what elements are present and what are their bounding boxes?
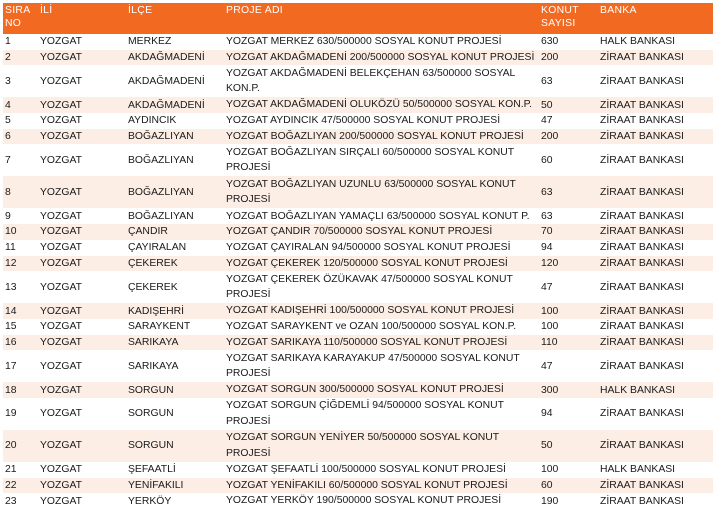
cell-ilce: ŞEFAATLİ <box>128 464 176 476</box>
cell-banka: ZİRAAT BANKASI <box>600 131 684 143</box>
cell-sira-no: 15 <box>5 321 17 333</box>
cell-proje-adi: YOZGAT BOĞAZLIYAN YAMAÇLI 63/500000 SOSYAL KONUT P. <box>226 210 530 222</box>
cell-konut-sayisi: 94 <box>541 242 553 254</box>
table-row <box>3 398 713 430</box>
cell-ilce: KADIŞEHRİ <box>128 305 185 317</box>
table-row <box>3 208 713 224</box>
cell-ilce: AYDINCIK <box>128 115 177 127</box>
cell-ili: YOZGAT <box>40 36 82 48</box>
table-row <box>3 335 713 351</box>
cell-ili: YOZGAT <box>40 360 82 372</box>
cell-proje-adi: YOZGAT BOĞAZLIYAN UZUNLU 63/500000 SOSYAL KONUT PROJESİ <box>226 178 516 206</box>
cell-konut-sayisi: 63 <box>541 210 553 222</box>
cell-konut-sayisi: 60 <box>541 154 553 166</box>
header-ili: İLİ <box>40 5 53 16</box>
cell-ili: YOZGAT <box>40 464 82 476</box>
table-row <box>3 462 713 478</box>
cell-ili: YOZGAT <box>40 75 82 87</box>
housing-projects-table-container <box>3 3 713 509</box>
cell-ilce: BOĞAZLIYAN <box>128 186 194 198</box>
cell-sira-no: 2 <box>5 52 11 64</box>
cell-banka: ZİRAAT BANKASI <box>600 495 684 507</box>
table-row <box>3 97 713 113</box>
header-proje-adi: PROJE ADI <box>226 5 283 16</box>
cell-ili: YOZGAT <box>40 336 82 348</box>
cell-ilce: YERKÖY <box>128 495 172 507</box>
cell-konut-sayisi: 190 <box>541 495 559 507</box>
header-banka: BANKA <box>600 5 637 16</box>
cell-konut-sayisi: 200 <box>541 131 559 143</box>
cell-banka: ZİRAAT BANKASI <box>600 226 684 238</box>
cell-ili: YOZGAT <box>40 131 82 143</box>
cell-ilce: AKDAĞMADENİ <box>128 75 205 87</box>
cell-sira-no: 3 <box>5 75 11 87</box>
cell-banka: HALK BANKASI <box>600 36 676 48</box>
cell-ilce: SORGUN <box>128 440 174 452</box>
cell-sira-no: 16 <box>5 336 17 348</box>
cell-konut-sayisi: 60 <box>541 479 553 491</box>
cell-sira-no: 22 <box>5 479 17 491</box>
cell-sira-no: 4 <box>5 99 11 111</box>
cell-sira-no: 9 <box>5 210 11 222</box>
cell-proje-adi: YOZGAT SORGUN ÇİĞDEMLİ 94/500000 SOSYAL KONUT PROJESİ <box>226 400 504 427</box>
cell-banka: ZİRAAT BANKASI <box>600 154 684 166</box>
cell-banka: HALK BANKASI <box>600 384 676 396</box>
table-row <box>3 113 713 129</box>
cell-proje-adi: YOZGAT ÇAYIRALAN 94/500000 SOSYAL KONUT PROJESİ <box>226 241 511 253</box>
cell-banka: ZİRAAT BANKASI <box>600 75 684 87</box>
cell-proje-adi: YOZGAT YENİFAKILI 60/500000 SOSYAL KONUT PROJESİ <box>226 479 508 491</box>
cell-proje-adi: YOZGAT BOĞAZLIYAN 200/500000 SOSYAL KONUT PROJESİ <box>226 130 524 142</box>
cell-proje-adi: YOZGAT ŞEFAATLİ 100/500000 SOSYAL KONUT PROJESİ <box>226 464 506 476</box>
cell-banka: ZİRAAT BANKASI <box>600 242 684 254</box>
cell-konut-sayisi: 200 <box>541 52 559 64</box>
cell-ili: YOZGAT <box>40 186 82 198</box>
cell-ilce: BOĞAZLIYAN <box>128 210 194 222</box>
table-header-row <box>3 3 713 34</box>
table-row <box>3 65 713 97</box>
cell-konut-sayisi: 100 <box>541 305 559 317</box>
cell-banka: ZİRAAT BANKASI <box>600 479 684 491</box>
cell-proje-adi: YOZGAT AKDAĞMADENİ 200/500000 SOSYAL KONUT PROJESİ <box>226 51 535 63</box>
table-row <box>3 224 713 240</box>
cell-sira-no: 11 <box>5 242 16 254</box>
cell-ili: YOZGAT <box>40 257 82 269</box>
table-row <box>3 478 713 494</box>
header-sira-no: SIRA NO <box>5 5 30 29</box>
table-row <box>3 50 713 66</box>
cell-ili: YOZGAT <box>40 52 82 64</box>
cell-banka: ZİRAAT BANKASI <box>600 321 684 333</box>
cell-ilce: SARIKAYA <box>128 360 179 372</box>
cell-konut-sayisi: 94 <box>541 408 553 420</box>
cell-ilce: YENİFAKILI <box>128 479 184 491</box>
cell-proje-adi: YOZGAT ÇEKEREK ÖZÜKAVAK 47/500000 SOSYAL KONUT PROJESİ <box>226 273 513 301</box>
cell-proje-adi: YOZGAT ÇANDIR 70/500000 SOSYAL KONUT PROJESİ <box>226 226 493 238</box>
table-row <box>3 129 713 145</box>
cell-ili: YOZGAT <box>40 242 82 254</box>
table-row <box>3 303 713 319</box>
cell-banka: ZİRAAT BANKASI <box>600 52 684 64</box>
cell-ili: YOZGAT <box>40 281 82 293</box>
cell-konut-sayisi: 47 <box>541 360 553 372</box>
cell-proje-adi: YOZGAT AKDAĞMADENİ OLUKÖZÜ 50/500000 SOSYAL KON.P. <box>226 99 533 111</box>
cell-proje-adi: YOZGAT KADIŞEHRİ 100/500000 SOSYAL KONUT PROJESİ <box>226 305 515 317</box>
table-row <box>3 319 713 335</box>
cell-ilce: BOĞAZLIYAN <box>128 131 194 143</box>
cell-ilce: SARIKAYA <box>128 336 179 348</box>
cell-ilce: ÇEKEREK <box>128 257 178 269</box>
table-row <box>3 34 713 50</box>
cell-proje-adi: YOZGAT AYDINCIK 47/500000 SOSYAL KONUT PROJESİ <box>226 115 501 127</box>
cell-ili: YOZGAT <box>40 99 82 111</box>
cell-banka: ZİRAAT BANKASI <box>600 186 684 198</box>
cell-banka: ZİRAAT BANKASI <box>600 408 684 420</box>
cell-banka: ZİRAAT BANKASI <box>600 336 684 348</box>
cell-banka: HALK BANKASI <box>600 464 676 476</box>
cell-proje-adi: YOZGAT YERKÖY 190/500000 SOSYAL KONUT PROJESİ <box>226 495 502 507</box>
cell-proje-adi: YOZGAT SARAYKENT ve OZAN 100/500000 SOSYAL KON.P. <box>226 320 517 332</box>
table-row <box>3 256 713 272</box>
cell-sira-no: 19 <box>5 408 17 420</box>
cell-ili: YOZGAT <box>40 321 82 333</box>
table-body <box>3 34 713 509</box>
cell-ili: YOZGAT <box>40 408 82 420</box>
cell-konut-sayisi: 110 <box>541 336 558 348</box>
table-row <box>3 240 713 256</box>
cell-sira-no: 18 <box>5 384 17 396</box>
cell-ili: YOZGAT <box>40 115 82 127</box>
table-row <box>3 493 713 509</box>
cell-ili: YOZGAT <box>40 210 82 222</box>
cell-konut-sayisi: 300 <box>541 384 559 396</box>
cell-ili: YOZGAT <box>40 226 82 238</box>
cell-proje-adi: YOZGAT SORGUN 300/500000 SOSYAL KONUT PROJESİ <box>226 384 504 396</box>
cell-konut-sayisi: 47 <box>541 115 553 127</box>
cell-ilce: ÇEKEREK <box>128 281 178 293</box>
cell-sira-no: 1 <box>5 36 11 48</box>
cell-konut-sayisi: 70 <box>541 226 553 238</box>
cell-sira-no: 14 <box>5 305 17 317</box>
cell-sira-no: 7 <box>5 154 11 166</box>
table-row <box>3 271 713 303</box>
table-row <box>3 430 713 462</box>
cell-banka: ZİRAAT BANKASI <box>600 281 684 293</box>
cell-banka: ZİRAAT BANKASI <box>600 99 684 111</box>
cell-ili: YOZGAT <box>40 440 82 452</box>
table-row <box>3 176 713 208</box>
table-row <box>3 382 713 398</box>
cell-ilce: ÇANDIR <box>128 226 168 238</box>
cell-ili: YOZGAT <box>40 154 82 166</box>
cell-sira-no: 12 <box>5 257 17 269</box>
cell-konut-sayisi: 50 <box>541 99 553 111</box>
cell-proje-adi: YOZGAT MERKEZ 630/500000 SOSYAL KONUT PROJESİ <box>226 36 502 48</box>
cell-sira-no: 17 <box>5 360 17 372</box>
cell-proje-adi: YOZGAT AKDAĞMADENİ BELEKÇEHAN 63/500000 SOSYAL KON.P. <box>226 67 515 95</box>
cell-konut-sayisi: 50 <box>541 440 553 452</box>
cell-sira-no: 6 <box>5 131 11 143</box>
cell-sira-no: 23 <box>5 495 17 507</box>
cell-banka: ZİRAAT BANKASI <box>600 305 684 317</box>
cell-konut-sayisi: 120 <box>541 257 559 269</box>
cell-proje-adi: YOZGAT SARIKAYA 110/500000 SOSYAL KONUT PROJESİ <box>226 336 508 348</box>
cell-proje-adi: YOZGAT SARIKAYA KARAYAKUP 47/500000 SOSYAL KONUT PROJESİ <box>226 352 520 380</box>
table-row <box>3 350 713 382</box>
cell-sira-no: 20 <box>5 440 17 452</box>
cell-ilce: SORGUN <box>128 384 174 396</box>
cell-banka: ZİRAAT BANKASI <box>600 257 684 269</box>
cell-sira-no: 5 <box>5 115 11 127</box>
cell-proje-adi: YOZGAT BOĞAZLIYAN SIRÇALI 60/500000 SOSYAL KONUT PROJESİ <box>226 146 514 174</box>
cell-sira-no: 10 <box>5 226 17 238</box>
housing-projects-table <box>3 3 713 509</box>
cell-ilce: AKDAĞMADENİ <box>128 99 205 111</box>
cell-ili: YOZGAT <box>40 495 82 507</box>
cell-banka: ZİRAAT BANKASI <box>600 210 684 222</box>
cell-ili: YOZGAT <box>40 384 82 396</box>
cell-banka: ZİRAAT BANKASI <box>600 360 684 372</box>
cell-konut-sayisi: 63 <box>541 75 553 87</box>
cell-ili: YOZGAT <box>40 305 82 317</box>
cell-ilce: ÇAYIRALAN <box>128 242 187 254</box>
cell-ilce: MERKEZ <box>128 36 172 48</box>
cell-proje-adi: YOZGAT SORGUN YENİYER 50/500000 SOSYAL KONUT PROJESİ <box>226 432 499 459</box>
cell-ili: YOZGAT <box>40 479 82 491</box>
table-row <box>3 144 713 176</box>
cell-sira-no: 8 <box>5 186 11 198</box>
cell-banka: ZİRAAT BANKASI <box>600 115 684 127</box>
cell-konut-sayisi: 100 <box>541 464 559 476</box>
cell-ilce: AKDAĞMADENİ <box>128 52 205 64</box>
header-konut-sayisi: KONUT SAYISI <box>541 5 579 29</box>
cell-ilce: BOĞAZLIYAN <box>128 154 194 166</box>
cell-sira-no: 13 <box>5 281 17 293</box>
cell-proje-adi: YOZGAT ÇEKEREK 120/500000 SOSYAL KONUT PROJESİ <box>226 257 508 269</box>
cell-sira-no: 21 <box>5 464 17 476</box>
cell-ilce: SORGUN <box>128 408 174 420</box>
cell-konut-sayisi: 100 <box>541 321 559 333</box>
cell-konut-sayisi: 63 <box>541 186 553 198</box>
cell-konut-sayisi: 630 <box>541 36 559 48</box>
cell-konut-sayisi: 47 <box>541 281 553 293</box>
cell-ilce: SARAYKENT <box>128 321 191 333</box>
header-ilce: İLÇE <box>128 5 153 16</box>
cell-banka: ZİRAAT BANKASI <box>600 440 684 452</box>
